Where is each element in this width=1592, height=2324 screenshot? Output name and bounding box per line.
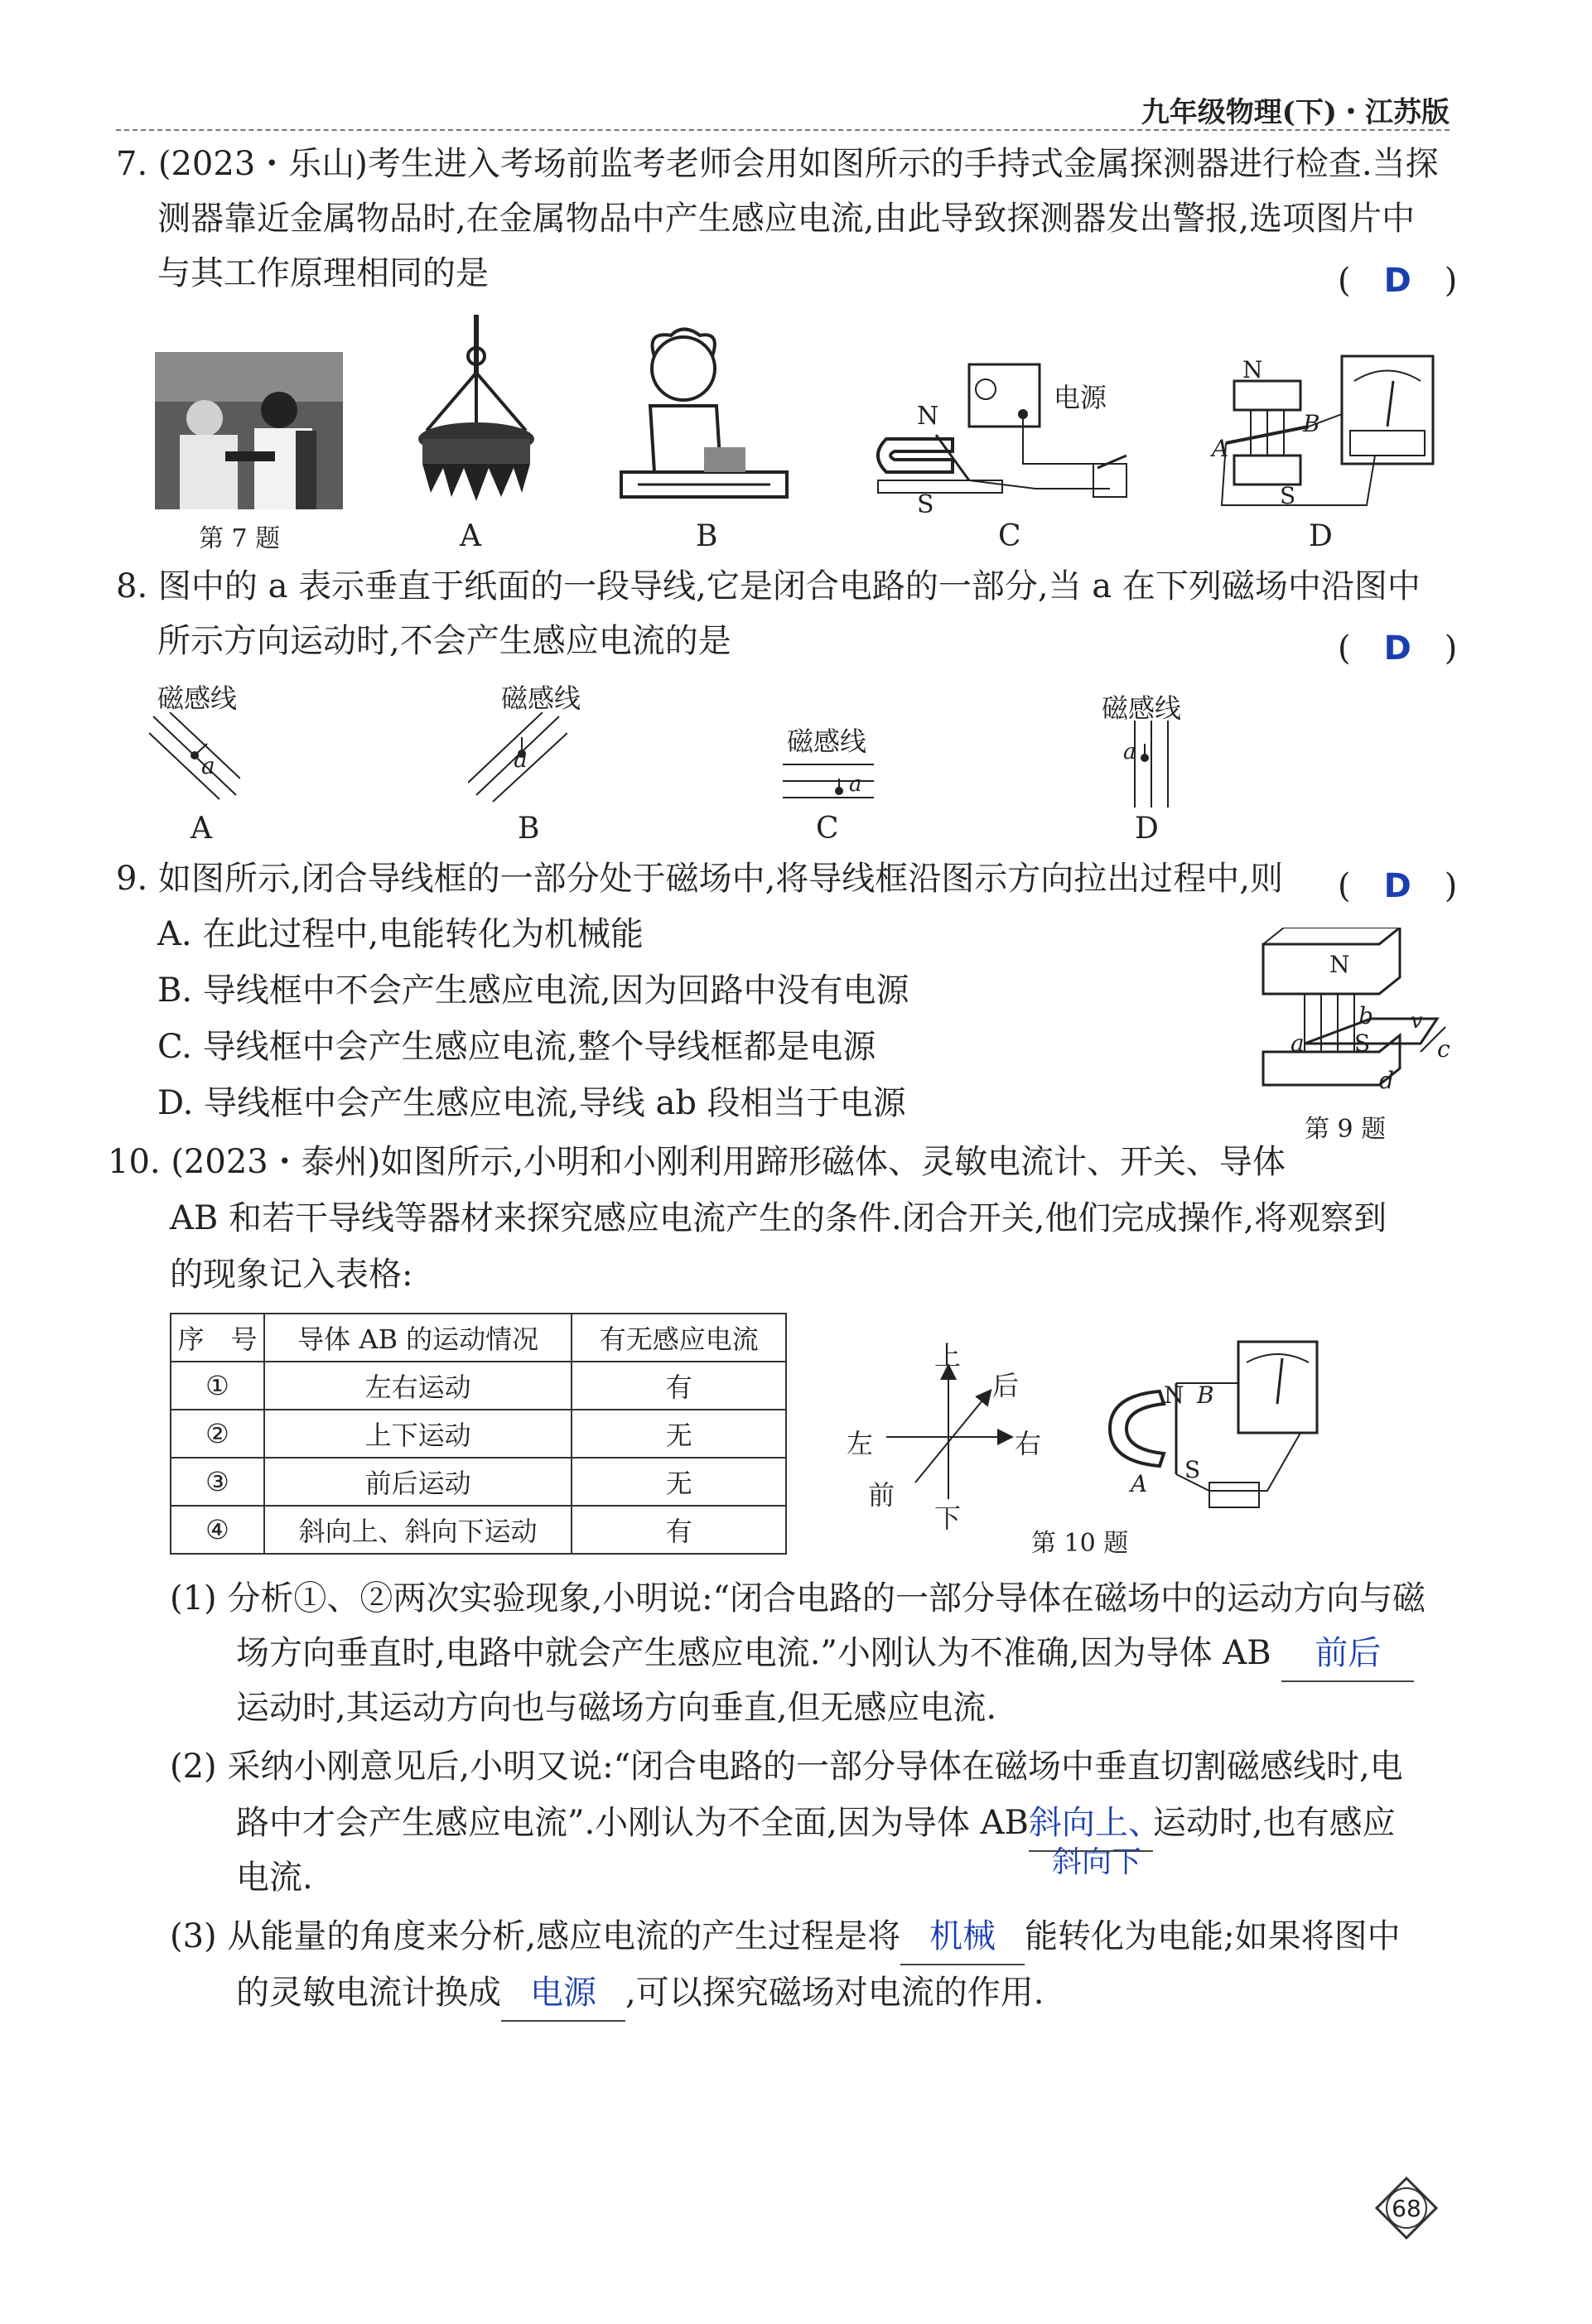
q8-figure-a-field-lines	[149, 712, 240, 803]
q7-label-d: D	[1309, 519, 1333, 553]
q10-sub3-blank1: 机械	[900, 1909, 1025, 1965]
q8-label-b: B	[518, 812, 540, 846]
q7-figure-a-electromagnet-crane	[406, 315, 547, 513]
page-number: 68	[1392, 2195, 1421, 2222]
q9-figure-d-label: d	[1379, 1067, 1394, 1094]
q10-sub3-line1-post: 能转化为电能;如果将图中	[1025, 1917, 1401, 1955]
q8-figure-d-field-lines	[1126, 721, 1176, 812]
q9-stem: 9. 如图所示,闭合导线框的一部分处于磁场中,将导线框沿图示方向拉出过程中,则	[116, 860, 1284, 898]
q7-line2: 测器靠近金属物品时,在金属物品中产生感应电流,由此导致探测器发出警报,选项图片中	[157, 200, 1416, 238]
q7-label-a: A	[460, 519, 481, 553]
q10-table-cell: 上下运动	[264, 1410, 572, 1458]
table-row	[171, 1458, 786, 1506]
q8-answer: D	[1383, 629, 1411, 668]
q10-direction-front: 前	[868, 1479, 895, 1511]
q10-sub3-line1-text: (3) 从能量的角度来分析,感应电流的产生过程是将	[170, 1917, 901, 1955]
q10-figure-apparatus	[1093, 1333, 1325, 1516]
q10-sub3-line2	[236, 1965, 1044, 2022]
q10-table-cell: 无	[572, 1458, 786, 1506]
q10-figure-b-label: B	[1197, 1381, 1214, 1409]
q8-a-field-label: 磁感线	[157, 682, 238, 714]
q10-line3: 的现象记入表格:	[170, 1256, 413, 1294]
q10-direction-down: 下	[934, 1502, 962, 1534]
q10-table-header: 导体 AB 的运动情况	[264, 1314, 572, 1362]
q10-line2: AB 和若干导线等器材来探究感应电流产生的条件.闭合开关,他们完成操作,将观察到	[170, 1199, 1387, 1237]
q9-answer: D	[1383, 867, 1411, 905]
q10-table-cell: 左右运动	[264, 1362, 572, 1410]
q10-sub2-line3: 电流.	[236, 1859, 313, 1897]
q10-table-header: 有无感应电流	[572, 1314, 786, 1362]
q10-sub1-line1: (1) 分析①、②两次实验现象,小明说:“闭合电路的一部分导体在磁场中的运动方向与磁	[170, 1579, 1426, 1618]
q10-figure-caption: 第 10 题	[1031, 1529, 1129, 1558]
q10-sub1-line3: 运动时,其运动方向也与磁场方向垂直,但无感应电流.	[236, 1689, 997, 1727]
q10-table-cell: ①	[171, 1362, 264, 1410]
q10-sub2-blank-top: 斜向上、	[1029, 1796, 1153, 1852]
q10-table-cell: ②	[171, 1410, 264, 1458]
q10-table-cell: 有	[572, 1362, 786, 1410]
q10-sub2-line1: (2) 采纳小刚意见后,小明又说:“闭合电路的一部分导体在磁场中垂直切割磁感线时,电	[170, 1748, 1403, 1786]
q10-sub2-line2-text: 路中才会产生感应电流”.小刚认为不全面,因为导体 AB	[236, 1804, 1029, 1842]
q7-figure-d-s-label: S	[1280, 482, 1296, 509]
q10-table-header-row	[171, 1314, 786, 1362]
table-row	[171, 1362, 786, 1410]
q8-b-wire-label: a	[514, 745, 528, 773]
q8-label-d: D	[1135, 812, 1159, 846]
q10-table-cell: 前后运动	[264, 1458, 572, 1506]
q10-sub1-line2-text: 场方向垂直时,电路中就会产生感应电流.”小刚认为不准确,因为导体 AB	[236, 1634, 1271, 1672]
q7-photo	[155, 352, 343, 509]
q10-sub3-line2-post: ,可以探究磁场对电流的作用.	[625, 1974, 1044, 2012]
q10-table-cell: ③	[171, 1458, 264, 1506]
q10-table-cell: ④	[171, 1506, 264, 1554]
q8-label-c: C	[816, 812, 839, 846]
q7-line1: 7. (2023・乐山)考生进入考场前监考老师会用如图所示的手持式金属探测器进行检查.当探	[116, 145, 1439, 183]
q10-table-cell: 无	[572, 1410, 786, 1458]
q10-direction-up: 上	[934, 1340, 962, 1372]
q8-b-field-label: 磁感线	[501, 682, 581, 714]
q8-answer-paren: ( D )	[1338, 629, 1458, 668]
q7-answer-paren: ( D )	[1338, 262, 1458, 300]
q10-sub2-line2	[236, 1796, 1396, 1852]
q10-figure-s-label: S	[1184, 1456, 1201, 1483]
q10-sub3-blank2: 电源	[501, 1965, 625, 2022]
q9-figure-b-label: b	[1358, 1002, 1373, 1029]
q9-option-d: D. 导线框中会产生感应电流,导线 ab 段相当于电源	[157, 1084, 906, 1122]
q9-figure-n-label: N	[1329, 951, 1350, 978]
q10-sub1-blank: 前后	[1281, 1626, 1414, 1682]
q9-option-c: C. 导线框中会产生感应电流,整个导线框都是电源	[157, 1028, 876, 1066]
q8-c-wire-label: a	[849, 772, 862, 797]
q10-direction-left: 左	[847, 1428, 874, 1459]
table-row	[171, 1506, 786, 1554]
q10-table-header: 序 号	[171, 1314, 264, 1362]
q7-figure-d-b-label: B	[1303, 410, 1320, 437]
q10-table-cell: 斜向上、斜向下运动	[264, 1506, 572, 1554]
table-row	[171, 1410, 786, 1458]
q7-line3: 与其工作原理相同的是	[157, 254, 489, 292]
q9-figure-c-label: c	[1437, 1035, 1450, 1063]
q10-sub3-line2-text: 的灵敏电流计换成	[236, 1974, 501, 2012]
header-divider	[116, 129, 1450, 131]
page-header-title: 九年级物理(下)・江苏版	[1141, 96, 1450, 129]
q9-option-b: B. 导线框中不会产生感应电流,因为回路中没有电源	[157, 972, 909, 1010]
q7-figure-c-motor-circuit	[861, 356, 1160, 522]
q9-figure-a-label: a	[1290, 1029, 1305, 1057]
q7-photo-illustration	[155, 352, 343, 509]
q7-label-b: B	[696, 519, 718, 553]
q10-table	[170, 1313, 787, 1555]
q10-sub3-line1	[170, 1909, 1401, 1965]
q8-line1: 8. 图中的 a 表示垂直于纸面的一段导线,它是闭合电路的一部分,当 a 在下列磁场中沿图中	[116, 567, 1421, 605]
q10-sub2-blank-bottom: 斜向下	[1052, 1845, 1142, 1879]
q10-table-cell: 有	[572, 1506, 786, 1554]
q9-figure-magnet-frame	[1255, 928, 1454, 1102]
q9-option-a: A. 在此过程中,电能转化为机械能	[157, 915, 644, 953]
q9-figure-v-label: v	[1411, 1009, 1423, 1034]
q8-label-a: A	[191, 812, 212, 846]
q7-figure-caption: 第 7 题	[199, 524, 281, 553]
q7-figure-b-scientist-experiment	[605, 323, 803, 513]
q7-figure-d-n-label: N	[1242, 356, 1263, 383]
q10-sub1-line2	[236, 1626, 1414, 1682]
q7-figure-c-n-label: N	[917, 402, 939, 431]
q8-line2: 所示方向运动时,不会产生感应电流的是	[157, 622, 731, 660]
q9-figure-s-label: S	[1354, 1029, 1371, 1057]
q10-sub2-line2-post: 运动时,也有感应	[1152, 1804, 1396, 1842]
q8-c-field-label: 磁感线	[787, 726, 867, 757]
q8-d-wire-label: a	[1123, 740, 1136, 764]
q7-label-c: C	[998, 519, 1021, 553]
q9-figure-caption: 第 9 题	[1305, 1115, 1387, 1144]
q8-a-wire-label: a	[201, 752, 215, 779]
q10-figure-a-label: A	[1131, 1470, 1148, 1497]
q7-answer: D	[1383, 262, 1411, 300]
q10-direction-back: 后	[992, 1370, 1020, 1401]
q10-figure-n-label: N	[1164, 1381, 1184, 1409]
q7-figure-c-s-label: S	[917, 490, 934, 519]
q10-direction-right: 右	[1015, 1428, 1042, 1459]
q10-line1: 10. (2023・泰州)如图所示,小明和小刚利用蹄形磁体、灵敏电流计、开关、导体	[108, 1143, 1286, 1181]
q9-answer-paren: ( D )	[1338, 867, 1458, 905]
q7-figure-d-a-label: A	[1212, 435, 1229, 462]
q7-figure-c-power-label: 电源	[1054, 382, 1107, 413]
q8-d-field-label: 磁感线	[1102, 692, 1182, 724]
